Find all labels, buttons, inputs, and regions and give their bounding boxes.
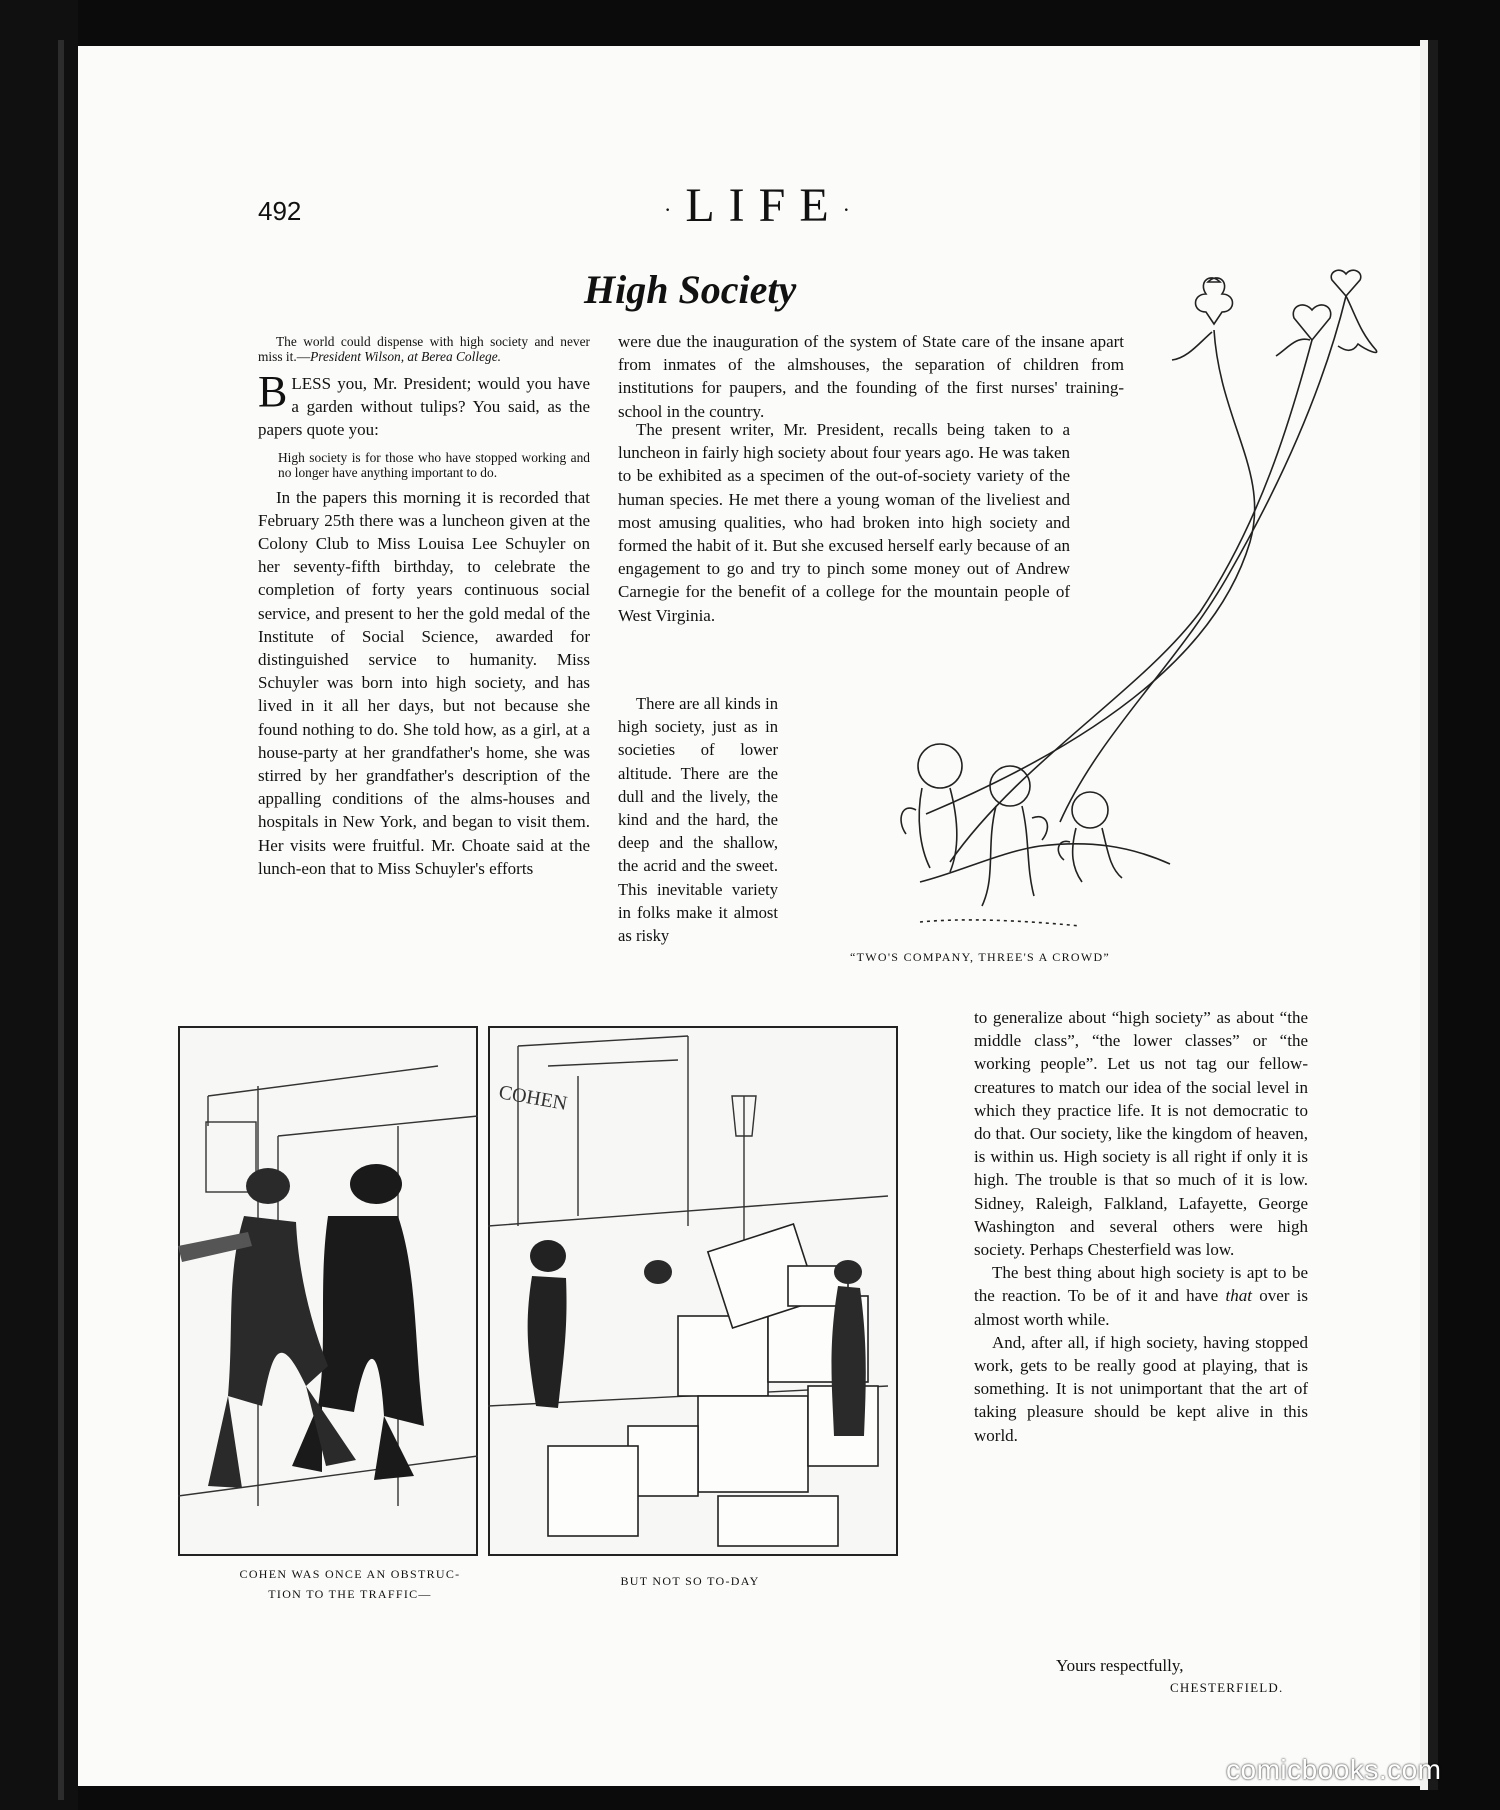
kite-caption: “TWO'S COMPANY, THREE'S A CROWD”	[850, 950, 1111, 964]
drop-cap: B	[258, 367, 288, 416]
column-2-paragraph-3: There are all kinds in high society, just as in societies of lower altitude. There are the dull and the lively, the kind and the hard, the deep and the shallow, the acrid and the sweet. This inevitable variety in folks make it almost as risky	[618, 694, 778, 946]
cohen-caption-right: BUT NOT SO TO-DAY	[620, 1574, 760, 1588]
cohen-panel-left	[178, 1026, 478, 1556]
emphasis-that: that	[1225, 1286, 1252, 1306]
cohen-dancing-figure	[528, 1240, 567, 1408]
epigraph	[258, 334, 590, 364]
column-3	[974, 1006, 1308, 1447]
scan-right-edge	[1428, 40, 1438, 1790]
opening-paragraph: BLESS you, Mr. President; would you have a garden without tulips? You said, as the papers quote you:	[258, 367, 590, 440]
signature: CHESTERFIELD.	[1170, 1680, 1284, 1695]
cherub-1	[901, 744, 962, 872]
cohen-caption-left: COHEN WAS ONCE AN OBSTRUC- TION TO THE TRAFFIC—	[239, 1567, 461, 1601]
epigraph-attribution: President Wilson, at Berea College.	[310, 349, 502, 364]
closing-line: Yours respectfully,	[1056, 1656, 1184, 1675]
clover-kite	[1196, 278, 1233, 324]
scan-spine	[1420, 40, 1428, 1790]
column-2-paragraph-2: The present writer, Mr. President, recalls being taken to a luncheon in fairly high society about four years ago. He was taken to be exhibited as a specimen of the out-of-society variety of the human species. He met there a young woman of the liveliest and most amusing qualities, who had broken into high society and formed the habit of it. But she excused herself early because of an engagement to go and try to pinch some money out of Andrew Carnegie for the benefit of a college for the mountain people of West Virginia.	[618, 420, 1070, 625]
column-2-paragraph-1: were due the inauguration of the system of State care of the insane apart from inmates of the almshouses, the separation of children from institutions for paupers, and the founding of the first nurses' training-school in the country.	[618, 332, 1124, 421]
cohen-panel-right	[488, 1026, 898, 1556]
epigraph-text: The world could dispense with high society and never miss it.—	[258, 334, 590, 364]
masthead-title: LIFE	[685, 179, 843, 232]
kite-cherubs-illustration	[800, 262, 1420, 942]
column-3-paragraph-3: And, after all, if high society, having stopped work, gets to be really good at playing, that is something. It is not unimportant that the art of taking pleasure should be kept alive in this world.	[974, 1332, 1308, 1445]
masthead: ·LIFE·	[664, 179, 864, 232]
page-number: 492	[258, 196, 302, 226]
hill	[920, 844, 1170, 882]
column-2-paragraph-3-wrap	[618, 692, 778, 947]
scan-left-edge	[0, 0, 78, 1810]
kite-string-2	[950, 340, 1312, 862]
heart-kite-2	[1331, 270, 1361, 296]
quoted-remark: High society is for those who have stopped working and no longer have anything important to do.	[278, 449, 590, 480]
cohen-shop-sign: COHEN	[497, 1081, 569, 1115]
site-watermark: comicbooks.com	[1226, 1754, 1442, 1785]
column-3-paragraph-1: to generalize about “high society” as about “the middle class”, “the lower classes” or “the working people”. Let us not tag our fellow-creatures to match our idea of the social level in which they practice life. It is not democratic to do that. Our society, like the kingdom of heaven, is within us. High society is all right if only it is high. The trouble is that so much of it is low. Sidney, Raleigh, Falkland, Lafayette, George Washington and several others were high society. Perhaps Chesterfield was low.	[974, 1008, 1308, 1260]
kite-string-1	[926, 330, 1255, 814]
article-headline: High Society	[584, 267, 797, 312]
heart-kite-1	[1293, 305, 1330, 340]
column-1-body: In the papers this morning it is recorded that February 25th there was a luncheon given at the Colony Club to Miss Louisa Lee Schuyler on her seventy-fifth birthday, to celebrate the completion of forty years continuous social service, and present to her the gold medal of the Institute of Social Science, awarded for distinguished service to humanity. Miss Schuyler was born into high society, and has lived in it all her days, but not because she found nothing to do. She told how, as a girl, at a house-party at her grandfather's home, she was stirred by her grandfather's description of the appalling conditions of the alms-houses and hospitals in New York, and began to visit them. Her visits were fruitful. Mr. Choate said at the lunch-eon that to Miss Schuyler's efforts	[258, 487, 590, 878]
column-1	[258, 334, 590, 880]
column-3-paragraph-2: The best thing about high society is apt to be the reaction. To be of it and have that over is almost worth while.	[974, 1263, 1308, 1329]
